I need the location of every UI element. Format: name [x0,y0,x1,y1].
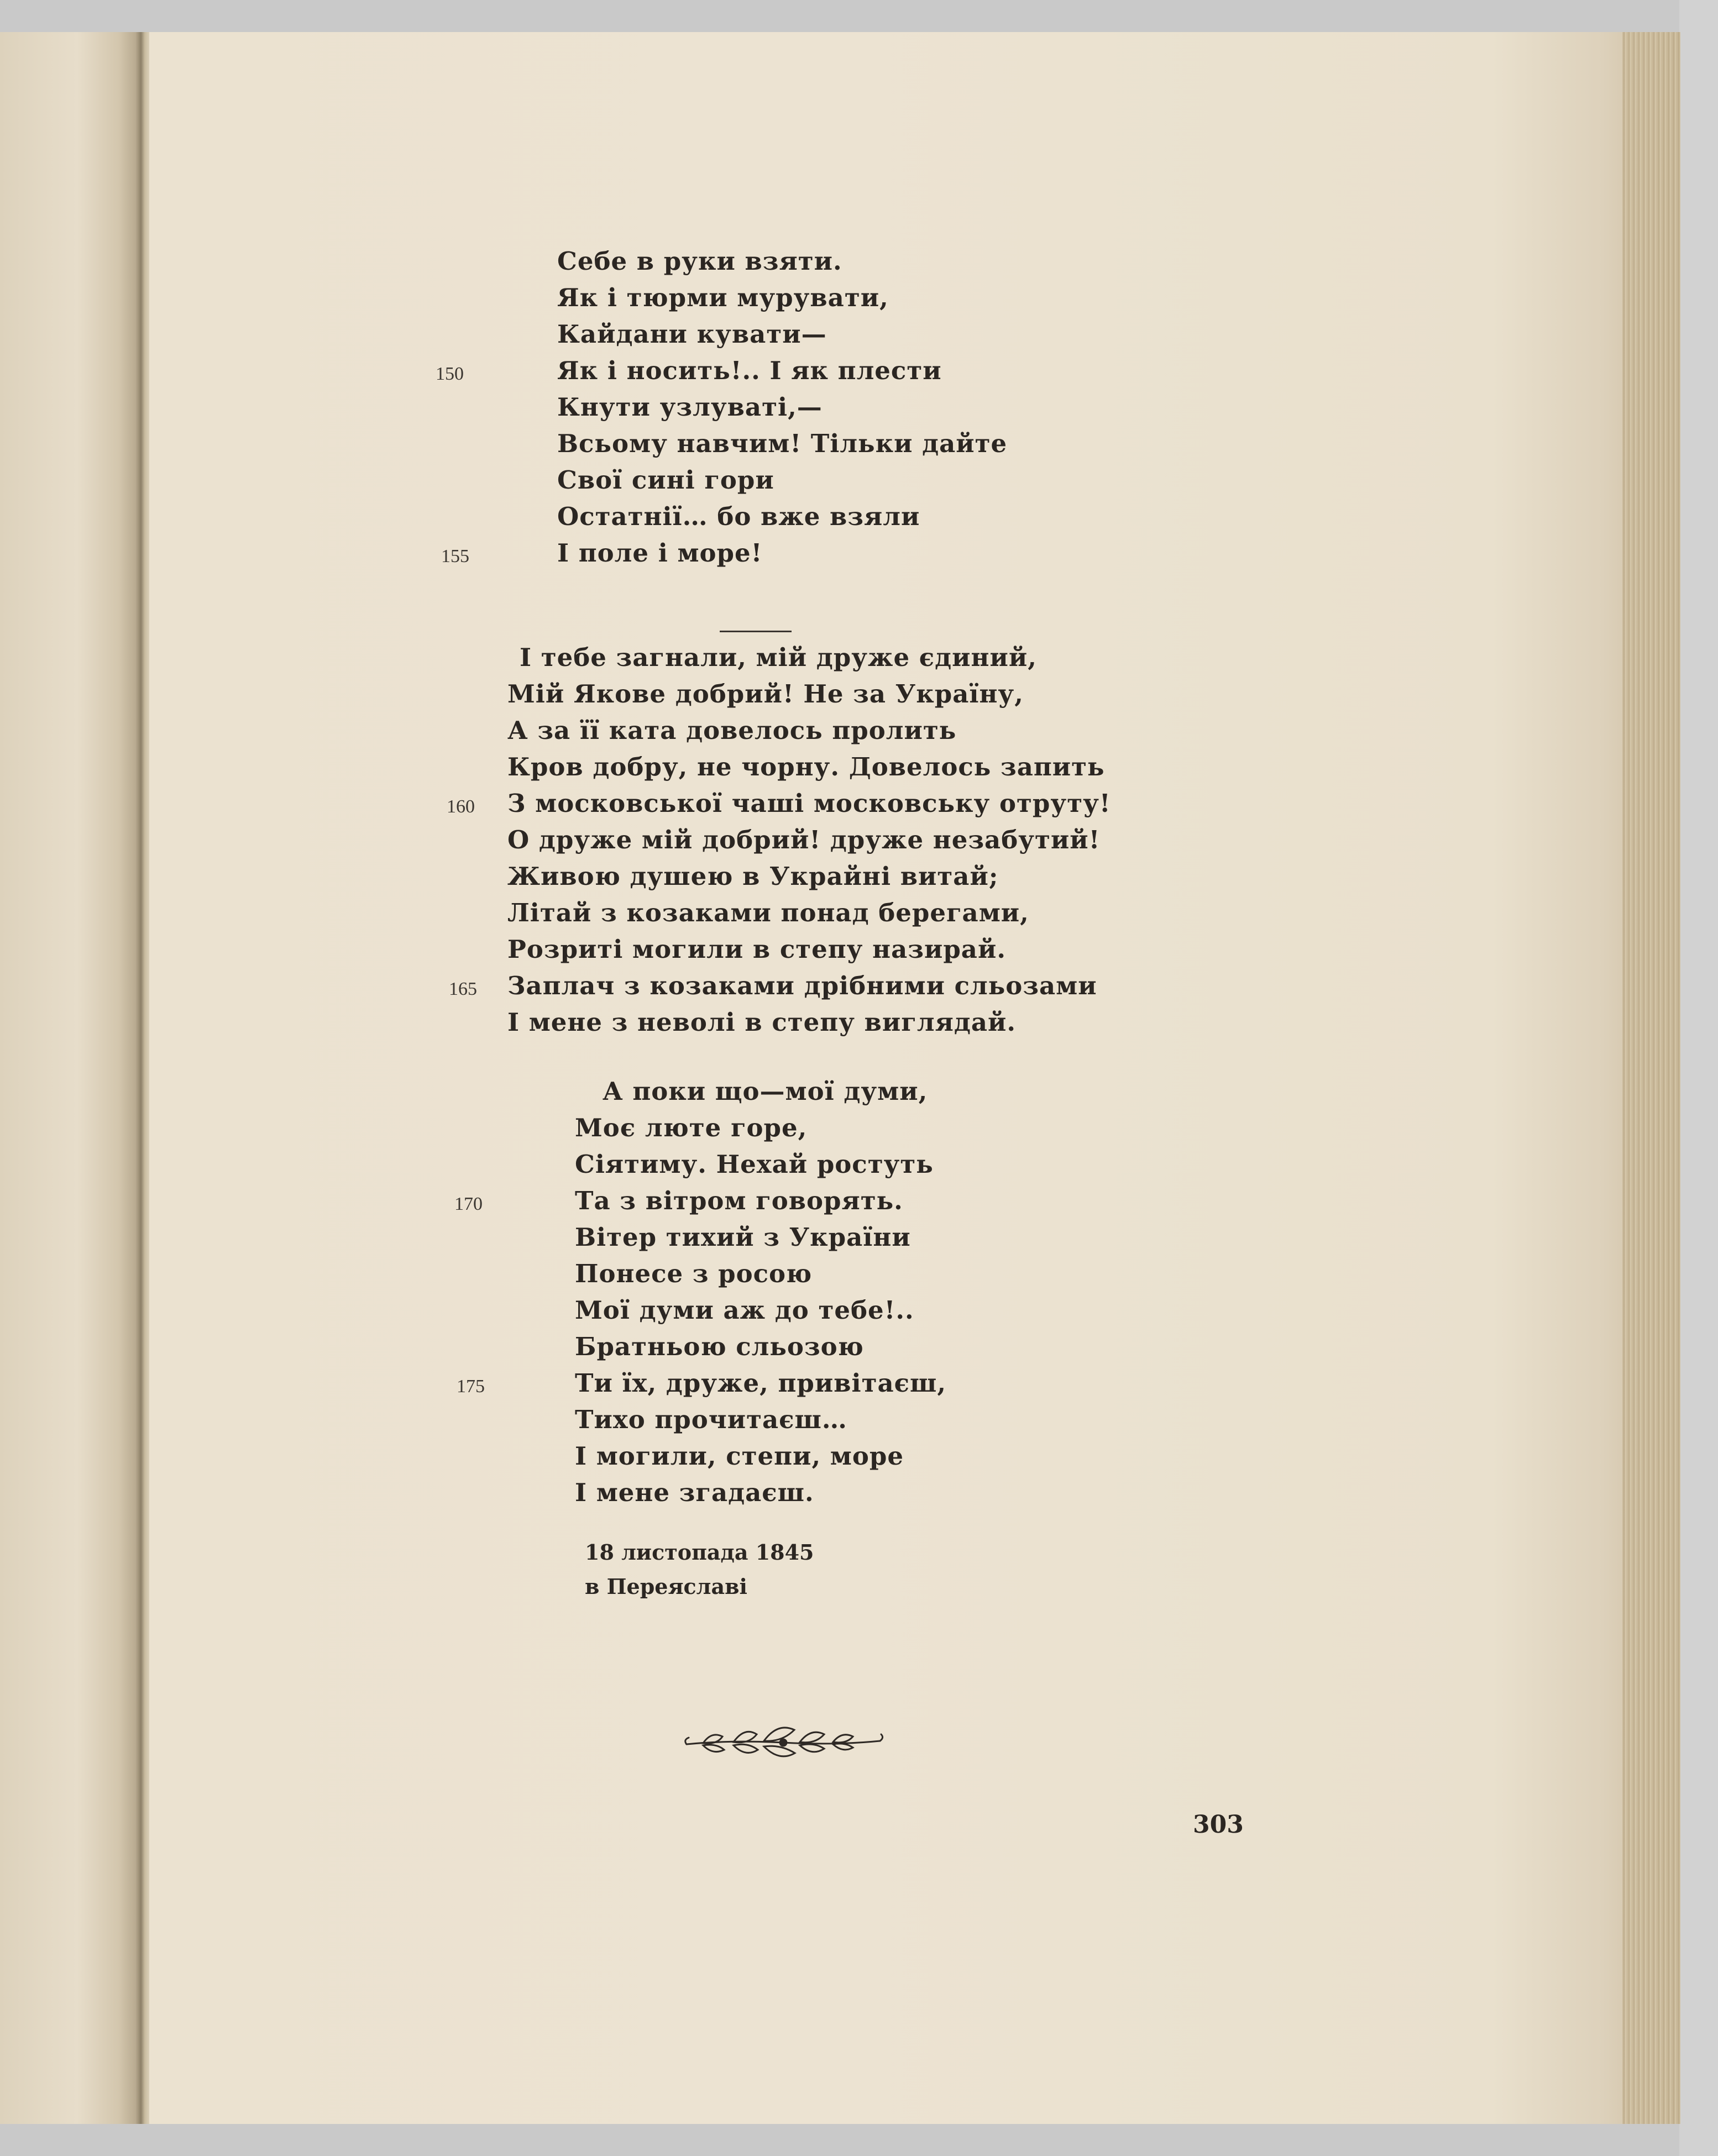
section-separator [720,631,792,632]
poem-line: Понесе з росою [575,1259,813,1288]
poem-line: Братньою сльозою [575,1332,864,1361]
poem-line: З московської чаші московську отруту! [507,789,1111,818]
poem-line: Розриті могили в степу назирай. [507,935,1006,964]
page-edges [1622,32,1680,2124]
poem-line: Та з вітром говорять. [575,1186,903,1215]
book-page [0,32,1680,2124]
line-number: 170 [454,1194,483,1214]
poem-date: 18 листопада 1845 [585,1540,814,1565]
poem-line: Мій Якове добрий! Не за Україну, [507,679,1024,709]
poem-line: Кайдани кувати— [557,319,827,349]
poem-line: Свої сині гори [557,465,774,495]
poem-line: Себе в руки взяти. [557,246,842,276]
line-number: 150 [436,364,464,384]
line-number: 175 [457,1376,485,1397]
poem-line: Мої думи аж до тебе!.. [575,1295,914,1325]
poem-line: Літай з козаками понад берегами, [507,898,1029,927]
poem-line: І поле і море! [557,538,763,568]
poem-line: Вітер тихий з України [575,1223,911,1252]
floral-vignette-icon [681,1718,886,1767]
poem-line: Кров добру, не чорну. Довелось запить [507,752,1105,781]
poem-line: І тебе загнали, мій друже єдиний, [520,643,1037,672]
poem-line: О друже мій добрий! друже незабутий! [507,825,1101,854]
poem-line: І мене згадаєш. [575,1478,814,1507]
page-number: 303 [1193,1811,1244,1839]
poem-line: Живою душею в Украйні витай; [507,862,999,891]
poem-line: Заплач з козаками дрібними сльозами [507,971,1097,1000]
poem-line: І мене з неволі в степу виглядай. [507,1008,1017,1037]
line-number: 160 [447,796,475,817]
line-number: 165 [449,979,477,999]
scan-border [1679,0,1718,2156]
line-number: 155 [441,546,469,566]
poem-line: Моє люте горе, [575,1113,808,1142]
poem-line: А поки що—мої думи, [603,1077,928,1106]
poem-line: Як і носить!.. І як плести [557,356,942,385]
poem-line: Всьому навчим! Тільки дайте [557,429,1008,458]
poem-line: Як і тюрми мурувати, [557,283,889,312]
poem-line: Остатнії… бо вже взяли [557,502,920,531]
poem-line: Ти їх, друже, привітаєш, [575,1368,947,1398]
poem-line: А за її ката довелось пролить [507,716,957,745]
poem-line: Кнути узлуваті,— [557,392,823,422]
poem-line: І могили, степи, море [575,1441,904,1471]
poem-line: Тихо прочитаєш… [575,1405,847,1434]
poem-place: в Переяславі [585,1574,747,1599]
book-gutter [0,32,149,2124]
poem-line: Сіятиму. Нехай ростуть [575,1150,934,1179]
